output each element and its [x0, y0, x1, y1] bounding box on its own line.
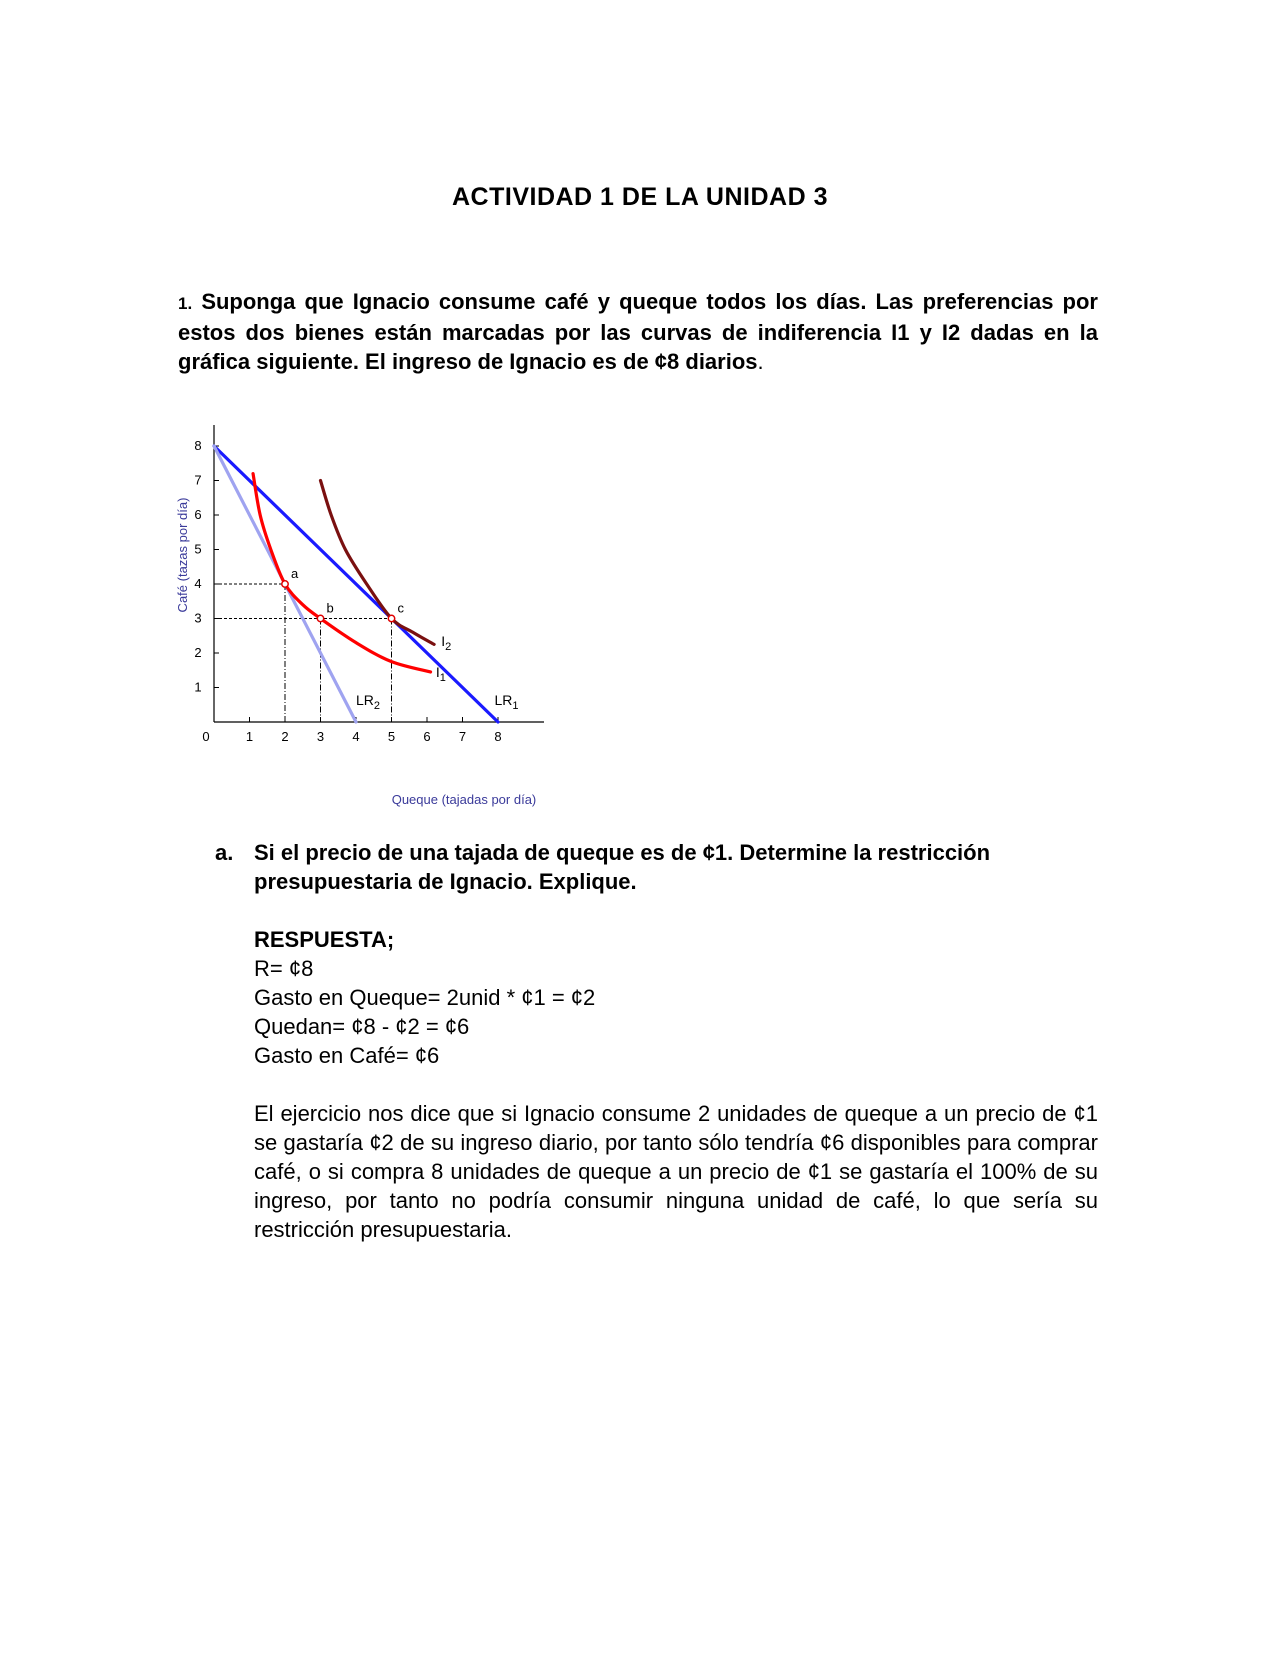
series-i2	[321, 481, 435, 645]
x-axis-label: Queque (tajadas por día)	[391, 792, 537, 807]
y-tick-label: 5	[194, 541, 202, 557]
series-label-lr2: $LR_2$	[356, 691, 381, 712]
point-label-a: a	[291, 566, 299, 581]
x-tick-label: 2	[281, 729, 289, 744]
part-a-marker: a.	[215, 840, 234, 865]
y-tick-label: 4	[194, 576, 202, 591]
answer-line: Quedan= ¢8 - ¢2 = ¢6	[254, 1014, 470, 1039]
y-tick-label: 7	[194, 472, 202, 488]
answer-title: RESPUESTA;	[254, 927, 395, 952]
point-c	[388, 615, 394, 621]
x-tick-label: 1	[245, 729, 254, 744]
y-axis-label: Café (tazas por día)	[175, 497, 190, 613]
part-a-body	[254, 838, 1098, 1244]
chart-plot	[194, 425, 544, 744]
point-b	[317, 615, 323, 621]
answer-line: R= ¢8	[254, 956, 314, 981]
part-a-question: Si el precio de una tajada de queque es de ¢1. Determine la restricción presupuestaria de Ignacio. Explique.	[254, 840, 991, 894]
question-text: Suponga que Ignacio consume café y queque todos los días. Las preferencias por estos dos bienes están marcadas por las curvas de indiferencia I1 y I2 dadas en la gráfica siguiente. El ingreso de Ignacio es de ¢8 diarios	[178, 289, 1098, 374]
question-1	[178, 287, 1098, 376]
x-tick-label: 8	[494, 729, 502, 744]
answer-line: Gasto en Café= ¢6	[254, 1043, 440, 1068]
y-tick-label: 3	[194, 610, 202, 626]
point-label-c: c	[397, 600, 404, 616]
x-tick-label: 0	[202, 729, 210, 744]
point-label-b: b	[326, 600, 334, 616]
question-end: .	[757, 349, 764, 374]
answer-explanation: El ejercicio nos dice que si Ignacio consume 2 unidades de queque a un precio de ¢1 se gastaría ¢2 de su ingreso diario, por tanto sólo tendría ¢6 disponibles para comprar café, o si compra 8 unidades de queque a un precio de ¢1 se gastaría el 100% de su ingreso, por tanto no podría consumir ninguna unidad de café, lo que sería su restricción presupuestaria.	[254, 1101, 1098, 1242]
series-i1	[253, 474, 430, 672]
x-tick-label: 6	[423, 729, 431, 744]
y-tick-label: 1	[194, 679, 202, 695]
part-a	[215, 838, 1098, 1244]
indifference-chart	[170, 425, 600, 810]
y-tick-label: 6	[194, 507, 202, 522]
x-tick-label: 5	[387, 729, 396, 744]
x-tick-label: 4	[352, 729, 360, 744]
page-title: ACTIVIDAD 1 DE LA UNIDAD 3	[452, 183, 828, 211]
series-label-i2: $I_2$	[441, 633, 452, 654]
question-number: 1.	[178, 294, 193, 313]
point-a	[282, 581, 288, 587]
answer-line: Gasto en Queque= 2unid * ¢1 = ¢2	[254, 985, 596, 1010]
x-tick-label: 7	[458, 729, 467, 744]
series-label-i1: $I_1$	[435, 664, 446, 685]
y-tick-label: 8	[194, 438, 202, 453]
y-tick-label: 2	[194, 645, 202, 660]
series-label-lr1: $LR_1$	[494, 691, 519, 712]
x-tick-label: 3	[316, 729, 325, 744]
